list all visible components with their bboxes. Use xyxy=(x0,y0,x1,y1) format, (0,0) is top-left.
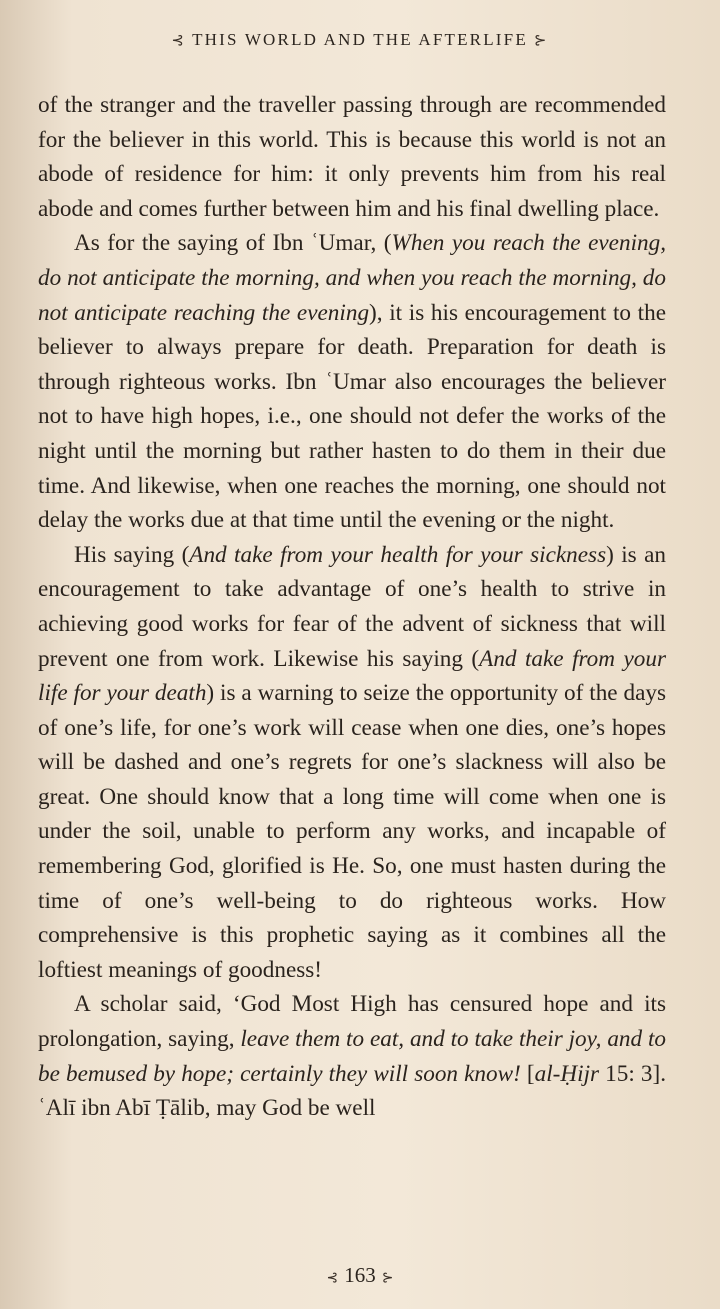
paragraph-2-quote: When you reach the evening, do not anticipate the morning, and when you reach the morning, do not anticipate reaching the evening xyxy=(38,230,666,326)
header-ornament-right-icon: ⊱ xyxy=(533,33,549,49)
page-footer xyxy=(0,1263,720,1288)
paragraph-3 xyxy=(38,538,666,988)
page-number: 163 xyxy=(344,1263,376,1287)
paragraph-4-text-b: [ xyxy=(520,1060,535,1087)
paragraph-2-text-b: ), it is his encouragement to the believer to always prepare for death. Preparation for death is through righteous works. Ibn ʿUmar also encourages the believer not to have high hopes, i.e., one should not defer the works of the night until the morning but rather hasten to do them in their due time. And likewise, when one reaches the morning, one should not delay the works due at that time until the evening or the night. xyxy=(38,299,666,534)
paragraph-4-source: al-Ḥijr xyxy=(534,1060,600,1087)
header-title: THIS WORLD AND THE AFTERLIFE xyxy=(192,30,528,49)
footer-ornament-right-icon: ⊱ xyxy=(381,1271,394,1286)
paragraph-2 xyxy=(38,226,666,537)
footer-ornament-left-icon: ⊰ xyxy=(326,1271,339,1286)
paragraph-3-text-b: ) is an encouragement to take advantage of one’s health to strive in achieving good works for fear of the advent of sickness that will prevent one from work. Likewise his saying ( xyxy=(38,541,666,672)
paragraph-3-text-c: ) is a warning to seize the opportunity of the days of one’s life, for one’s work will cease when one dies, one’s hopes will be dashed and one’s regrets for one’s slackness will also be great. One should know that a long time will come when one is under the soil, unable to perform any works, and incapable of remembering God, glorified is He. So, one must hasten during the time of one’s well-being to do righteous works. How comprehensive is this prophetic saying as it combines all the loftiest meanings of goodness! xyxy=(38,680,666,983)
paragraph-4-text-a: A scholar said, ‘God Most High has censured hope and its prolongation, saying, xyxy=(38,991,666,1053)
paragraph-3-quote-2: And take from your life for your death xyxy=(38,645,666,707)
body-text xyxy=(38,88,666,1126)
running-header xyxy=(0,30,720,50)
paragraph-2-text-a: As for the saying of Ibn ʿUmar, ( xyxy=(74,230,392,257)
paragraph-4 xyxy=(38,987,666,1125)
paragraph-3-text-a: His saying ( xyxy=(74,541,190,568)
paragraph-1: of the stranger and the traveller passing through are recommended for the believer in this world. This is because this world is not an abode of residence for him: it only prevents him from his real abode and comes further between him and his final dwelling place. xyxy=(38,92,666,222)
paragraph-4-text-c: 15: 3]. ʿAlī ibn Abī Ṭālib, may God be well xyxy=(38,1060,666,1122)
paragraph-3-quote-1: And take from your health for your sickness xyxy=(189,541,607,568)
header-ornament-left-icon: ⊰ xyxy=(171,33,187,49)
paragraph-4-quote: leave them to eat, and to take their joy, and to be bemused by hope; certainly they will soon know! xyxy=(38,1026,666,1087)
